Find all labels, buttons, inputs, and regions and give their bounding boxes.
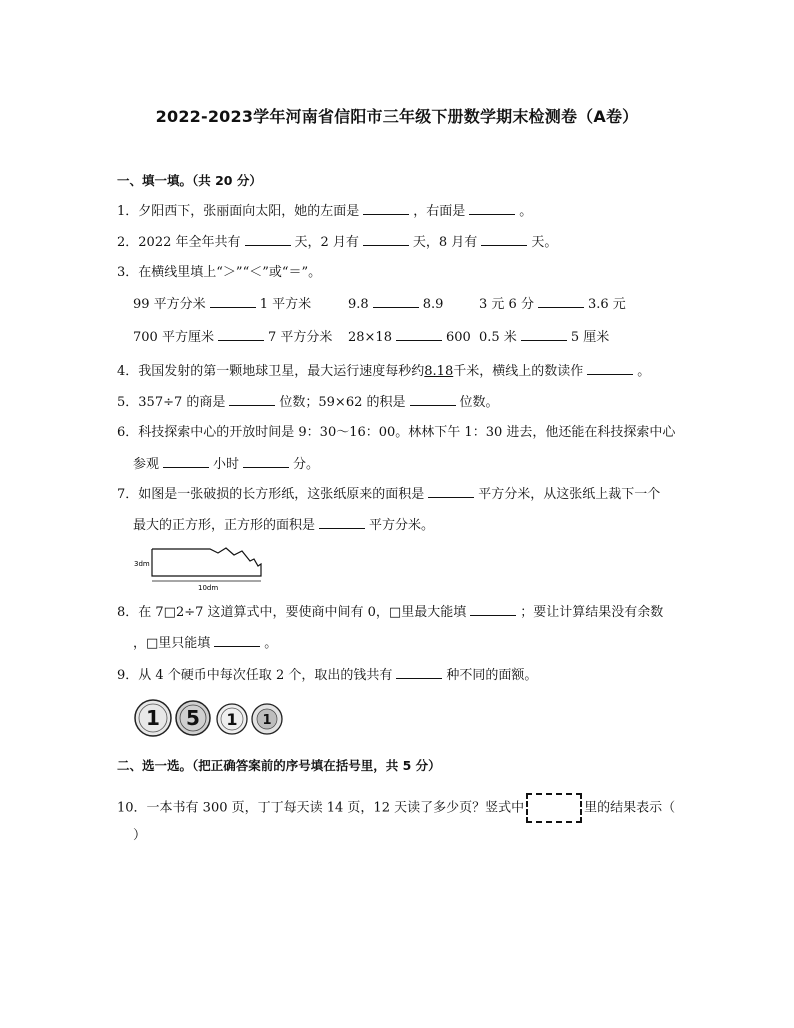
answer-blank[interactable]	[373, 295, 419, 308]
question-6: 6．科技探索中心的开放时间是 9：30～16：00。林林下午 1：30 进去，他还能在科技探索中心	[117, 425, 676, 440]
coin-5-jiao	[176, 701, 210, 735]
paper-outline	[152, 548, 261, 576]
question-7-cont: 最大的正方形，正方形的面积是 平方分米。	[133, 518, 435, 533]
compare-item: 700 平方厘米 7 平方分米	[133, 330, 333, 345]
section-1-heading: 一、填一填。（共 20 分）	[117, 173, 262, 188]
answer-blank[interactable]	[243, 455, 289, 468]
svg-text:5: 5	[186, 706, 200, 730]
answer-blank[interactable]	[470, 603, 516, 616]
answer-blank[interactable]	[363, 202, 409, 215]
answer-blank[interactable]	[218, 328, 264, 341]
question-4: 4．我国发射的第一颗地球卫星，最大运行速度每秒约8.18千米，横线上的数读作 。	[117, 364, 651, 379]
width-label: 10dm	[198, 584, 219, 592]
answer-blank[interactable]	[229, 393, 275, 406]
question-3: 3．在横线里填上“＞”“＜”或“＝”。	[117, 265, 322, 280]
coins-figure	[133, 698, 303, 738]
question-7: 7．如图是一张破损的长方形纸，这张纸原来的面积是 平方分米，从这张纸上裁下一个	[117, 487, 661, 502]
dashed-box	[526, 793, 582, 823]
answer-blank[interactable]	[396, 666, 442, 679]
compare-item: 0.5 米 5 厘米	[479, 330, 610, 345]
answer-blank[interactable]	[538, 295, 584, 308]
answer-blank[interactable]	[163, 455, 209, 468]
svg-text:1: 1	[146, 706, 160, 730]
answer-blank[interactable]	[410, 393, 456, 406]
answer-blank[interactable]	[245, 233, 291, 246]
question-1: 1．夕阳西下，张丽面向太阳，她的左面是 ，右面是 。	[117, 204, 533, 219]
answer-blank[interactable]	[210, 295, 256, 308]
section-2-heading: 二、选一选。（把正确答案前的序号填在括号里，共 5 分）	[117, 758, 441, 773]
answer-blank[interactable]	[481, 233, 527, 246]
question-10-cont: ）	[133, 828, 147, 843]
answer-blank[interactable]	[469, 202, 515, 215]
question-9: 9．从 4 个硬币中每次任取 2 个，取出的钱共有 种不同的面额。	[117, 668, 538, 683]
svg-text:1: 1	[262, 713, 272, 728]
compare-item: 99 平方分米 1 平方米	[133, 297, 312, 312]
compare-item: 28×18 600	[348, 330, 471, 345]
broken-paper-figure	[130, 543, 270, 593]
answer-blank[interactable]	[363, 233, 409, 246]
coin-1-yuan	[135, 700, 171, 736]
question-6-cont: 参观 小时 分。	[133, 457, 320, 472]
answer-blank[interactable]	[521, 328, 567, 341]
question-10: 10．一本书有 300 页，丁丁每天读 14 页，12 天读了多少页？竖式中 里的结果表示（	[117, 793, 675, 823]
answer-blank[interactable]	[428, 485, 474, 498]
coin-1-jiao	[217, 704, 247, 734]
compare-item: 3 元 6 分 3.6 元	[479, 297, 626, 312]
svg-text:1: 1	[226, 710, 238, 729]
answer-blank[interactable]	[214, 634, 260, 647]
question-2: 2．2022 年全年共有 天，2 月有 天，8 月有 天。	[117, 235, 558, 250]
underlined-number: 8.18	[424, 364, 454, 379]
question-5: 5．357÷7 的商是 位数；59×62 的积是 位数。	[117, 395, 499, 410]
answer-blank[interactable]	[319, 516, 365, 529]
answer-blank[interactable]	[396, 328, 442, 341]
page-title: 2022-2023学年河南省信阳市三年级下册数学期末检测卷（A卷）	[155, 107, 639, 126]
compare-item: 9.8 8.9	[348, 297, 444, 312]
question-8-cont: ，□里只能填 。	[133, 636, 278, 651]
question-8: 8．在 7□2÷7 这道算式中，要使商中间有 0，□里最大能填 ；要让计算结果没有余数	[117, 605, 664, 620]
height-label: 3dm	[134, 560, 150, 568]
answer-blank[interactable]	[587, 362, 633, 375]
coin-1-jiao-back	[252, 704, 282, 734]
